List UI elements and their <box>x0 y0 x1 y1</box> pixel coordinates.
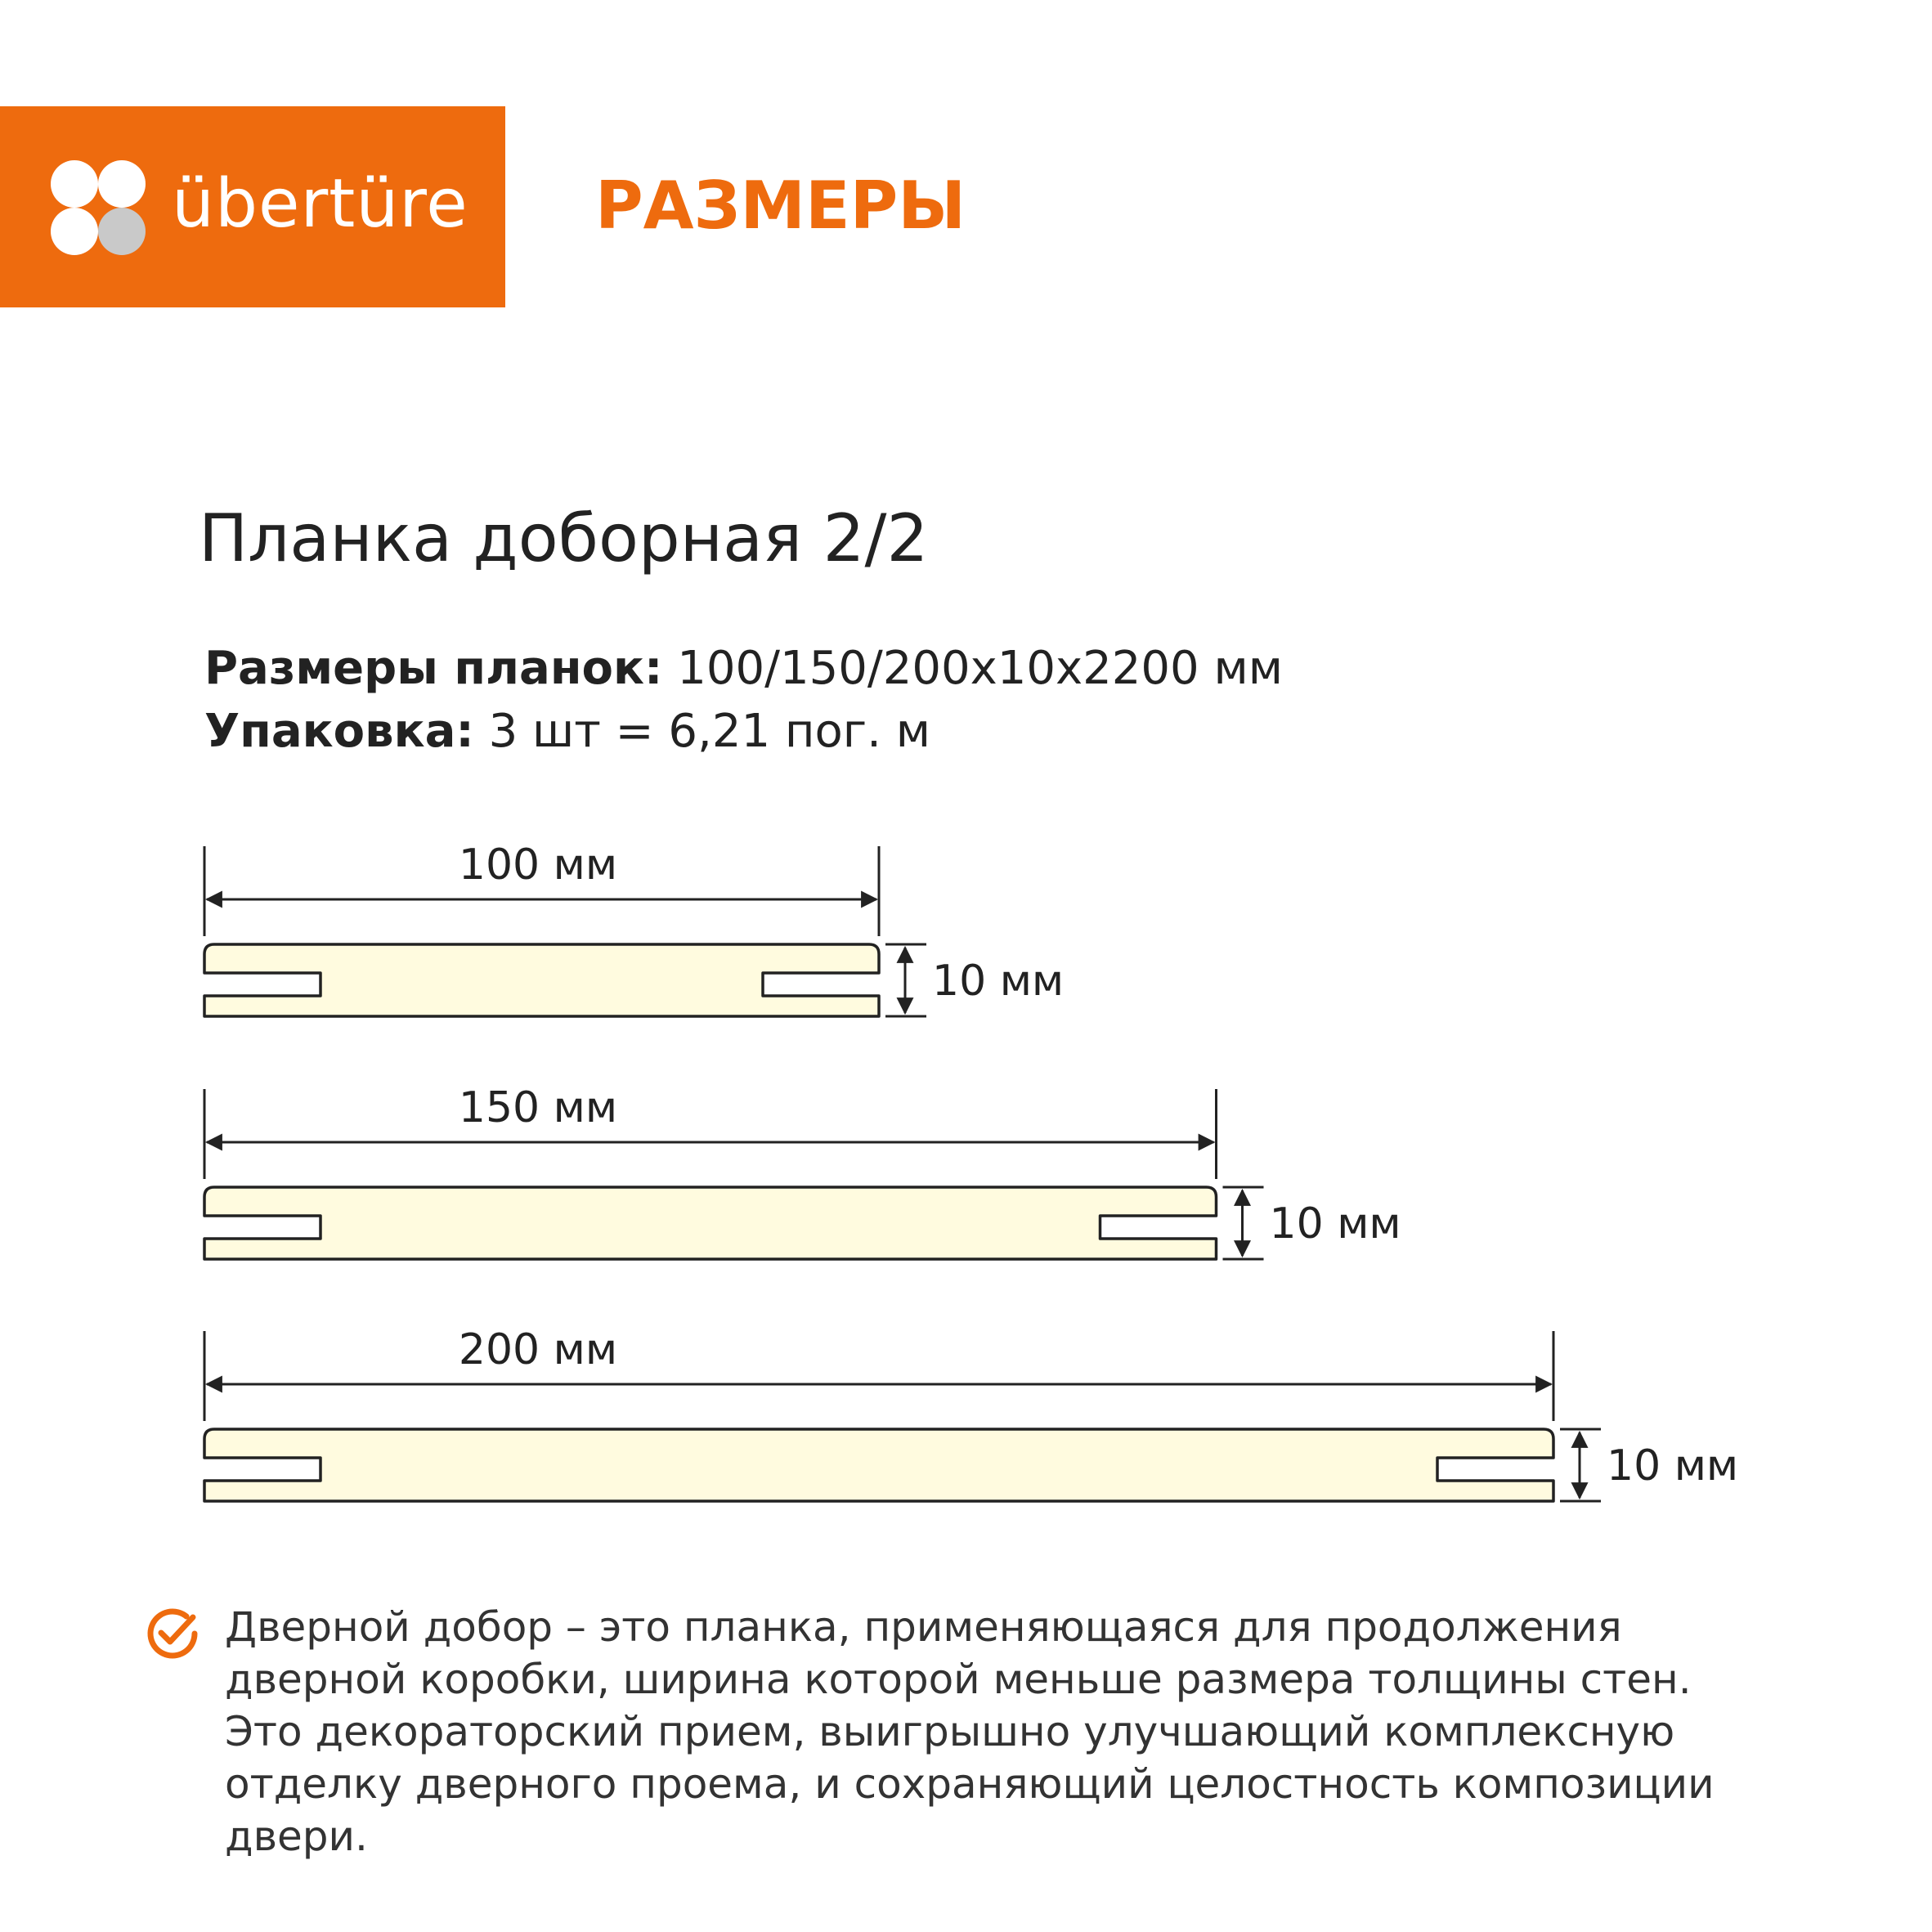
check-circle-icon <box>146 1607 199 1661</box>
width-label: 200 мм <box>458 1325 618 1374</box>
note-text: Дверной добор – это планка, применяющаяся для продолжения дверной коробки, ширина которой меньше размера толщины стен. Это декораторский прием, выигрышно улучшающий комплексную отделку дверного проема, и сохраняющий целостность композиции двери. <box>225 1603 1715 1860</box>
spec-package-label: Упаковка: <box>204 705 474 758</box>
brand-name: übertüre <box>172 165 468 243</box>
product-title: Планка доборная 2/2 <box>199 500 929 576</box>
plank-profile <box>204 1429 1553 1501</box>
plank-profile <box>204 944 879 1016</box>
thickness-label: 10 мм <box>1269 1199 1401 1248</box>
width-label: 150 мм <box>458 1083 618 1132</box>
section-title: РАЗМЕРЫ <box>595 168 966 244</box>
plank-profile <box>204 1187 1217 1259</box>
thickness-label: 10 мм <box>1607 1441 1739 1490</box>
thickness-label: 10 мм <box>932 957 1065 1006</box>
spec-sizes-value: 100/150/200х10х2200 мм <box>677 642 1283 695</box>
spec-package-value: 3 шт = 6,21 пог. м <box>488 705 931 758</box>
spec-sizes-label: Размеры планок: <box>204 642 663 695</box>
width-label: 100 мм <box>458 840 618 890</box>
